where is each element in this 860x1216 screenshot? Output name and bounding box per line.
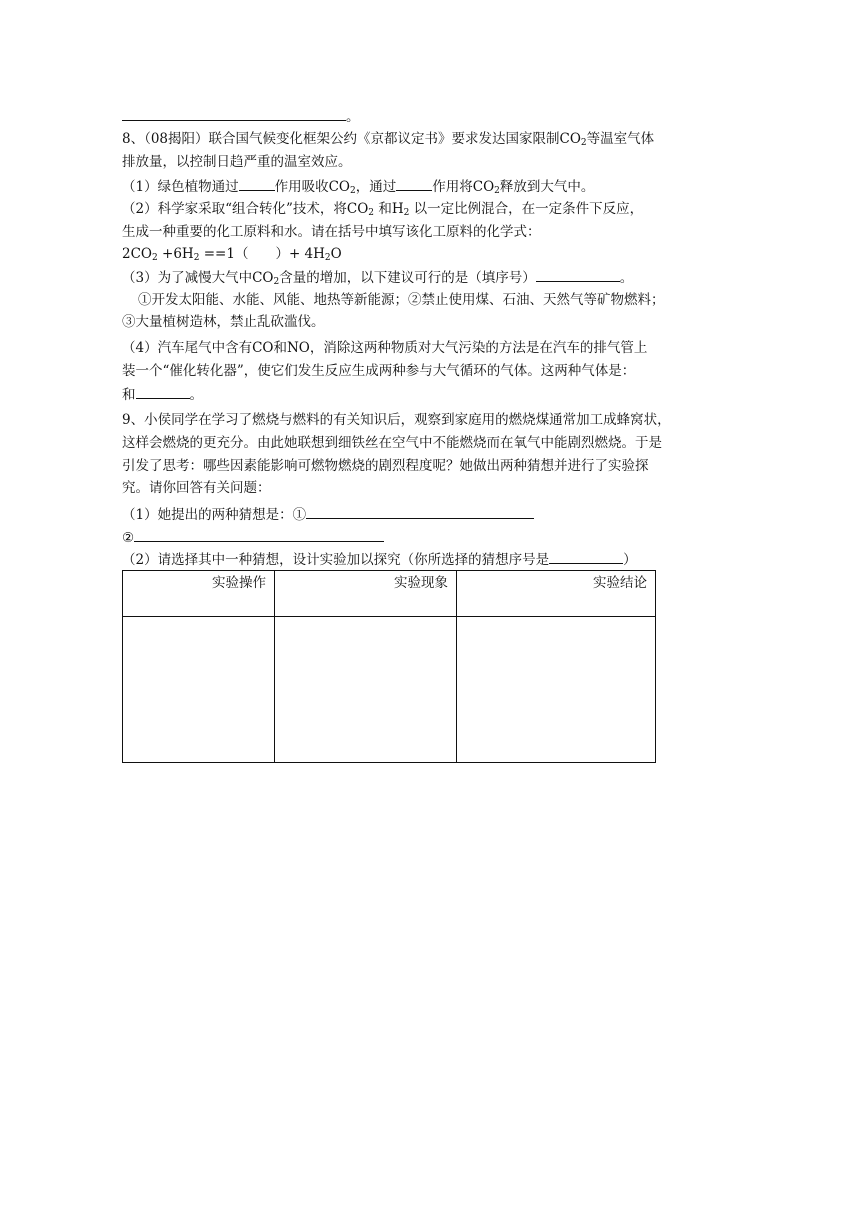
header-phenomenon: 实验现象 <box>275 571 457 617</box>
q9-stem-line2: 这样会燃烧的更充分。由此她联想到细铁丝在空气中不能燃烧而在氧气中能剧烈燃烧。于是 <box>122 435 662 451</box>
q8-part1: （1）绿色植物通过 作用吸收$CO_2$，通过 作用将$CO_2$释放到大气中。 <box>122 176 594 197</box>
header-conclusion: 实验结论 <box>457 571 656 617</box>
q9-stem-line4: 究。请你回答有关问题： <box>122 480 271 496</box>
q9-stem-line1: 9、小侯同学在学习了燃烧与燃料的有关知识后，观察到家庭用的燃烧煤通常加工成蜂窝状， <box>122 412 671 428</box>
q8-stem-line2: 排放量，以控制日趋严重的温室效应。 <box>122 154 352 170</box>
photosynthesis-blank[interactable] <box>239 176 275 191</box>
q8-part4-line2: 装一个“催化转化器”，使它们发生反应生成两种参与大气循环的气体。这两种气体是： <box>122 363 636 379</box>
gas-blank[interactable] <box>136 384 190 399</box>
q8-part3-options1: ①开发太阳能、水能、风能、地热等新能源；②禁止使用煤、石油、天然气等矿物燃料； <box>138 292 665 308</box>
chosen-hypothesis-blank[interactable] <box>549 549 623 564</box>
table-header-row <box>123 571 656 617</box>
q8-part2-line1: （2）科学家采取“组合转化”技术，将$CO_2$ 和$H_2$ 以一定比例混合，在一定条件下反应， <box>122 201 644 218</box>
q9-stem-line3: 引发了思考：哪些因素能影响可燃物燃烧的剧烈程度呢？她做出两种猜想并进行了实验探 <box>122 458 649 474</box>
header-operation: 实验操作 <box>123 571 275 617</box>
q8-part4-line3: 和 。 <box>122 384 203 405</box>
q8-part3: （3）为了减慢大气中$CO_2$含量的增加，以下建议可行的是（填序号） 。 <box>122 267 633 288</box>
prev-answer-line: 。 <box>122 106 360 127</box>
q8-part4-line1: （4）汽车尾气中含有CO和NO，消除这两种物质对大气污染的方法是在汽车的排气管上 <box>122 340 648 356</box>
experiment-table <box>122 570 656 763</box>
q8-part2-line2: 生成一种重要的化工原料和水。请在括号中填写该化工原料的化学式： <box>122 224 541 240</box>
answer-blank[interactable] <box>122 106 346 121</box>
hypothesis2-blank[interactable] <box>134 527 384 542</box>
q8-stem-line1: 8、（08揭阳）联合国气候变化框架公约《京都议定书》要求发达国家限制$CO_2$等温室气体 <box>122 131 655 148</box>
q9-part2: （2）请选择其中一种猜想，设计实验加以探究（你所选择的猜想序号是 ） <box>122 549 637 570</box>
q8-part3-options2: ③大量植树造林，禁止乱砍滥伐。 <box>122 314 325 330</box>
conclusion-cell[interactable] <box>457 617 656 763</box>
q9-part1-second: ② <box>122 527 384 548</box>
hypothesis1-blank[interactable] <box>306 504 534 519</box>
respiration-blank[interactable] <box>396 176 432 191</box>
suggestion-blank[interactable] <box>536 267 620 282</box>
operation-cell[interactable] <box>123 617 275 763</box>
table-row <box>123 617 656 763</box>
phenomenon-cell[interactable] <box>275 617 457 763</box>
q8-equation: $2CO_2 +6H_2 ==1$（ ）+ $4H_2O$ <box>122 246 342 263</box>
q9-part1: （1）她提出的两种猜想是：① <box>122 504 534 525</box>
